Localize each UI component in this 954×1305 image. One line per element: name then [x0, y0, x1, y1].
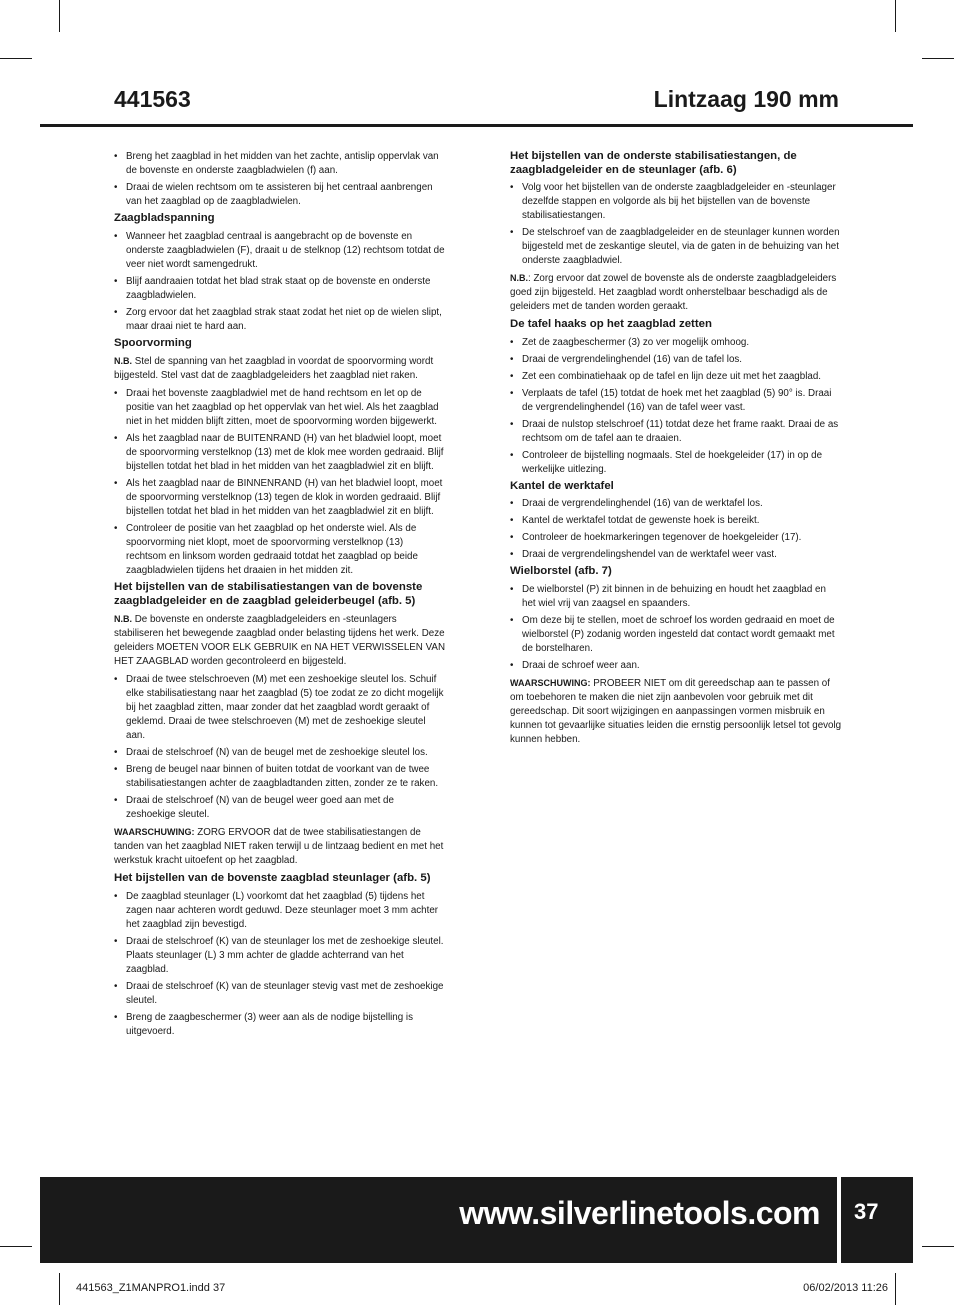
- note-text: PROBEER NIET om dit gereedschap aan te passen of om toebehoren te maken die niet zijn aanbevolen voor gebruik met dit gereedschap. Dit soort wijzigingen en aanpassingen vormen misbruik en kunnen tot gevaarlijke situaties leiden die ernstig persoonlijk letsel tot gevolg kunnen hebben.: [510, 677, 842, 745]
- bullet-list: [114, 890, 446, 1039]
- list-item: • Draai de stelschroef (K) van de steunlager stevig vast met de zeshoekige sleutel.: [114, 980, 446, 1008]
- section-heading: Het bijstellen van de onderste stabilisatiestangen, de zaagbladgeleider en de steunlager (afb. 6): [510, 150, 797, 176]
- note-text: : Zorg ervoor dat zowel de bovenste als de onderste zaagbladgeleiders goed zijn bijgesteld. Het zaagblad wordt onherstelbaar beschadigd als de geleiders met de tanden worden geraakt.: [510, 273, 837, 312]
- list-item: • De wielborstel (P) zit binnen in de behuizing en houdt het zaagblad en het wiel vrij van zaagsel en spaanders.: [510, 583, 842, 611]
- bullet-list: [114, 150, 446, 209]
- list-item: • Draai het bovenste zaagbladwiel met de hand rechtsom en let op de positie van het zaagblad op het oppervlak van het wiel. Als het zaagblad niet in het midden blijft zitten, moet de spoorvorming worden bijgewerkt.: [114, 387, 446, 429]
- list-item: • Kantel de werktafel totdat de gewenste hoek is bereikt.: [510, 514, 842, 528]
- crop-mark: [922, 1246, 954, 1247]
- note-paragraph: [114, 825, 446, 868]
- list-item: • Controleer de bijstelling nogmaals. Stel de hoekgeleider (17) in op de werkelijke uitlezing.: [510, 449, 842, 477]
- list-item: • Draai de wielen rechtsom om te assisteren bij het centraal aanbrengen van het zaagblad op de zaagbladwielen.: [114, 181, 446, 209]
- list-item: • Draai de stelschroef (N) van de beugel met de zeshoekige sleutel los.: [114, 746, 446, 760]
- list-item: • Als het zaagblad naar de BINNENRAND (H) van het bladwiel loopt, moet de spoorvorming verstelknop (13) tegen de klok in worden gedraaid. Blijf bijstellen totdat het blad in het midden van het zaagbladwiel zit en blijft.: [114, 477, 446, 519]
- bullet-list: [510, 497, 842, 562]
- note-paragraph: [114, 612, 446, 669]
- section-heading: De tafel haaks op het zaagblad zetten: [510, 318, 712, 330]
- crop-mark: [59, 0, 60, 32]
- section-heading: Kantel de werktafel: [510, 479, 614, 492]
- note-text: Stel de spanning van het zaagblad in voordat de spoorvorming wordt bijgesteld. Stel vast dat de zaagbladgeleiders het zaagblad niet raken.: [114, 356, 434, 381]
- note-text: ZORG ERVOOR dat de twee stabilisatiestangen de tanden van het zaagblad NIET raken terwijl u de lintzaag bedient en met het werkstuk kracht uitoefent op het zaagblad.: [114, 827, 444, 866]
- list-item: • De stelschroef van de zaagbladgeleider en de steunlager kunnen worden bijgesteld met de zeskantige sleutel, via de gaten in de behuizing van het onderste zaagbladwiel.: [510, 226, 842, 268]
- list-item: • Draai de vergrendelingshendel van de werktafel weer vast.: [510, 548, 842, 562]
- list-item: • Controleer de positie van het zaagblad op het onderste wiel. Als de spoorvorming niet klopt, moet de spoorvorming verstelknop (13) rechtsom en linksom worden gedraaid totdat het zaagblad op beide zaagbladwielen tijdens het draaien in het midden zit.: [114, 522, 446, 578]
- page-header: [40, 86, 913, 127]
- note-label: N.B.: [114, 614, 132, 624]
- list-item: • Om deze bij te stellen, moet de schroef los worden gedraaid en moet de wielborstel (P) zodanig worden ingesteld dat contact wordt gemaakt met de borstelharen.: [510, 614, 842, 656]
- section-heading: Het bijstellen van de bovenste zaagblad steunlager (afb. 5): [114, 872, 431, 884]
- list-item: • Volg voor het bijstellen van de onderste zaagbladgeleider en -steunlager dezelfde stappen en volgorde als bij het bijstellen van de bovenste stabilisatiestangen.: [510, 181, 842, 223]
- footer-bar: [40, 1177, 913, 1263]
- note-label: WAARSCHUWING:: [510, 677, 591, 688]
- section-heading: Spoorvorming: [114, 336, 192, 349]
- page-title: Lintzaag 190 mm: [653, 86, 839, 112]
- right-column: [510, 150, 842, 751]
- crop-mark: [0, 1246, 32, 1247]
- bullet-list: [114, 230, 446, 334]
- slug-datetime: 06/02/2013 11:26: [803, 1282, 888, 1294]
- list-item: • Als het zaagblad naar de BUITENRAND (H) van het bladwiel loopt, moet de spoorvorming verstelknop (13) met de klok mee worden gedraaid. Blijf bijstellen totdat het blad in het midden van het zaagbladwiel zit en blijft.: [114, 432, 446, 474]
- note-text: De bovenste en onderste zaagbladgeleiders en -steunlagers stabiliseren het bewegende zaagblad onder belasting tijdens het werk. Deze geleiders MOETEN VOOR ELK GEBRUIK en NA HET VERWISSELEN VAN HET ZAAGBLAD worden gecontroleerd en bijgesteld.: [114, 614, 446, 667]
- note-paragraph: [510, 271, 842, 314]
- left-column: [114, 150, 446, 1042]
- crop-mark: [922, 58, 954, 59]
- list-item: • Wanneer het zaagblad centraal is aangebracht op de bovenste en onderste zaagbladwielen (F), draait u de stelknop (12) rechtsom totdat de veer niet wordt samengedrukt.: [114, 230, 446, 272]
- crop-mark: [895, 1273, 896, 1305]
- section-heading: Het bijstellen van de stabilisatiestangen van de bovenste zaagbladgeleider en de zaagblad geleiderbeugel (afb. 5): [114, 581, 423, 607]
- list-item: • Draai de twee stelschroeven (M) met een zeshoekige sleutel los. Schuif elke stabilisatiestang naar het zaagblad (5) toe zodat ze zo dicht mogelijk bij het zaagblad zitten, maar zonder dat het zaagblad wordt geraakt of geklemd. Draai de twee stelschroeven (M) met de zeshoekige sleutel aan.: [114, 673, 446, 743]
- note-paragraph: [510, 676, 842, 747]
- bullet-list: [114, 673, 446, 822]
- product-code: 441563: [114, 86, 191, 112]
- footer-divider: [837, 1177, 841, 1263]
- crop-mark: [0, 58, 32, 59]
- section-heading: Wielborstel (afb. 7): [510, 565, 612, 577]
- list-item: • Breng de zaagbeschermer (3) weer aan als de nodige bijstelling is uitgevoerd.: [114, 1011, 446, 1039]
- bullet-list: [510, 181, 842, 268]
- note-label: N.B.: [114, 356, 132, 366]
- bullet-list: [114, 387, 446, 578]
- section-heading: Zaagbladspanning: [114, 212, 215, 224]
- slug-filename: 441563_Z1MANPRO1.indd 37: [76, 1282, 226, 1294]
- note-label: N.B.: [510, 273, 528, 283]
- list-item: • Draai de schroef weer aan.: [510, 659, 842, 673]
- list-item: • Draai de vergrendelinghendel (16) van de tafel los.: [510, 353, 842, 367]
- list-item: • Draai de vergrendelinghendel (16) van de werktafel los.: [510, 497, 842, 511]
- list-item: • Draai de stelschroef (K) van de steunlager los met de zeshoekige sleutel. Plaats steunlager (L) 3 mm achter de gladde achterrand van het zaagblad.: [114, 935, 446, 977]
- list-item: • Zet een combinatiehaak op de tafel en lijn deze uit met het zaagblad.: [510, 370, 842, 384]
- page-number: 37: [854, 1199, 879, 1224]
- list-item: • Zorg ervoor dat het zaagblad strak staat zodat het niet op de wielen slipt, maar draai niet te hard aan.: [114, 306, 446, 334]
- note-label: WAARSCHUWING:: [114, 827, 195, 837]
- list-item: • Breng het zaagblad in het midden van het zachte, antislip oppervlak van de bovenste en onderste zaagbladwielen (f) aan.: [114, 150, 446, 178]
- bullet-list: [510, 336, 842, 477]
- bullet-list: [510, 583, 842, 673]
- list-item: • Blijf aandraaien totdat het blad strak staat op de bovenste en onderste zaagbladwielen.: [114, 275, 446, 303]
- list-item: • Draai de stelschroef (N) van de beugel weer goed aan met de zeshoekige sleutel.: [114, 794, 446, 822]
- list-item: • Zet de zaagbeschermer (3) zo ver mogelijk omhoog.: [510, 336, 842, 350]
- crop-mark: [59, 1273, 60, 1305]
- list-item: • Controleer de hoekmarkeringen tegenover de hoekgeleider (17).: [510, 531, 842, 545]
- list-item: • Draai de nulstop stelschroef (11) totdat deze het frame raakt. Draai de as rechtsom om de tafel aan te draaien.: [510, 418, 842, 446]
- list-item: • Breng de beugel naar binnen of buiten totdat de voorkant van de twee stabilisatiestangen achter de zaagbladtanden zitten, zonder ze te raken.: [114, 763, 446, 791]
- list-item: • De zaagblad steunlager (L) voorkomt dat het zaagblad (5) tijdens het zagen naar achteren wordt geduwd. Deze steunlager moet 3 mm achter het zaagblad zijn bevestigd.: [114, 890, 446, 932]
- website-url: www.silverlinetools.com: [459, 1195, 820, 1231]
- list-item: • Verplaats de tafel (15) totdat de hoek met het zaagblad (5) 90° is. Draai de vergrendelinghendel (16) van de tafel weer vast.: [510, 387, 842, 415]
- note-paragraph: [114, 354, 446, 383]
- crop-mark: [895, 0, 896, 32]
